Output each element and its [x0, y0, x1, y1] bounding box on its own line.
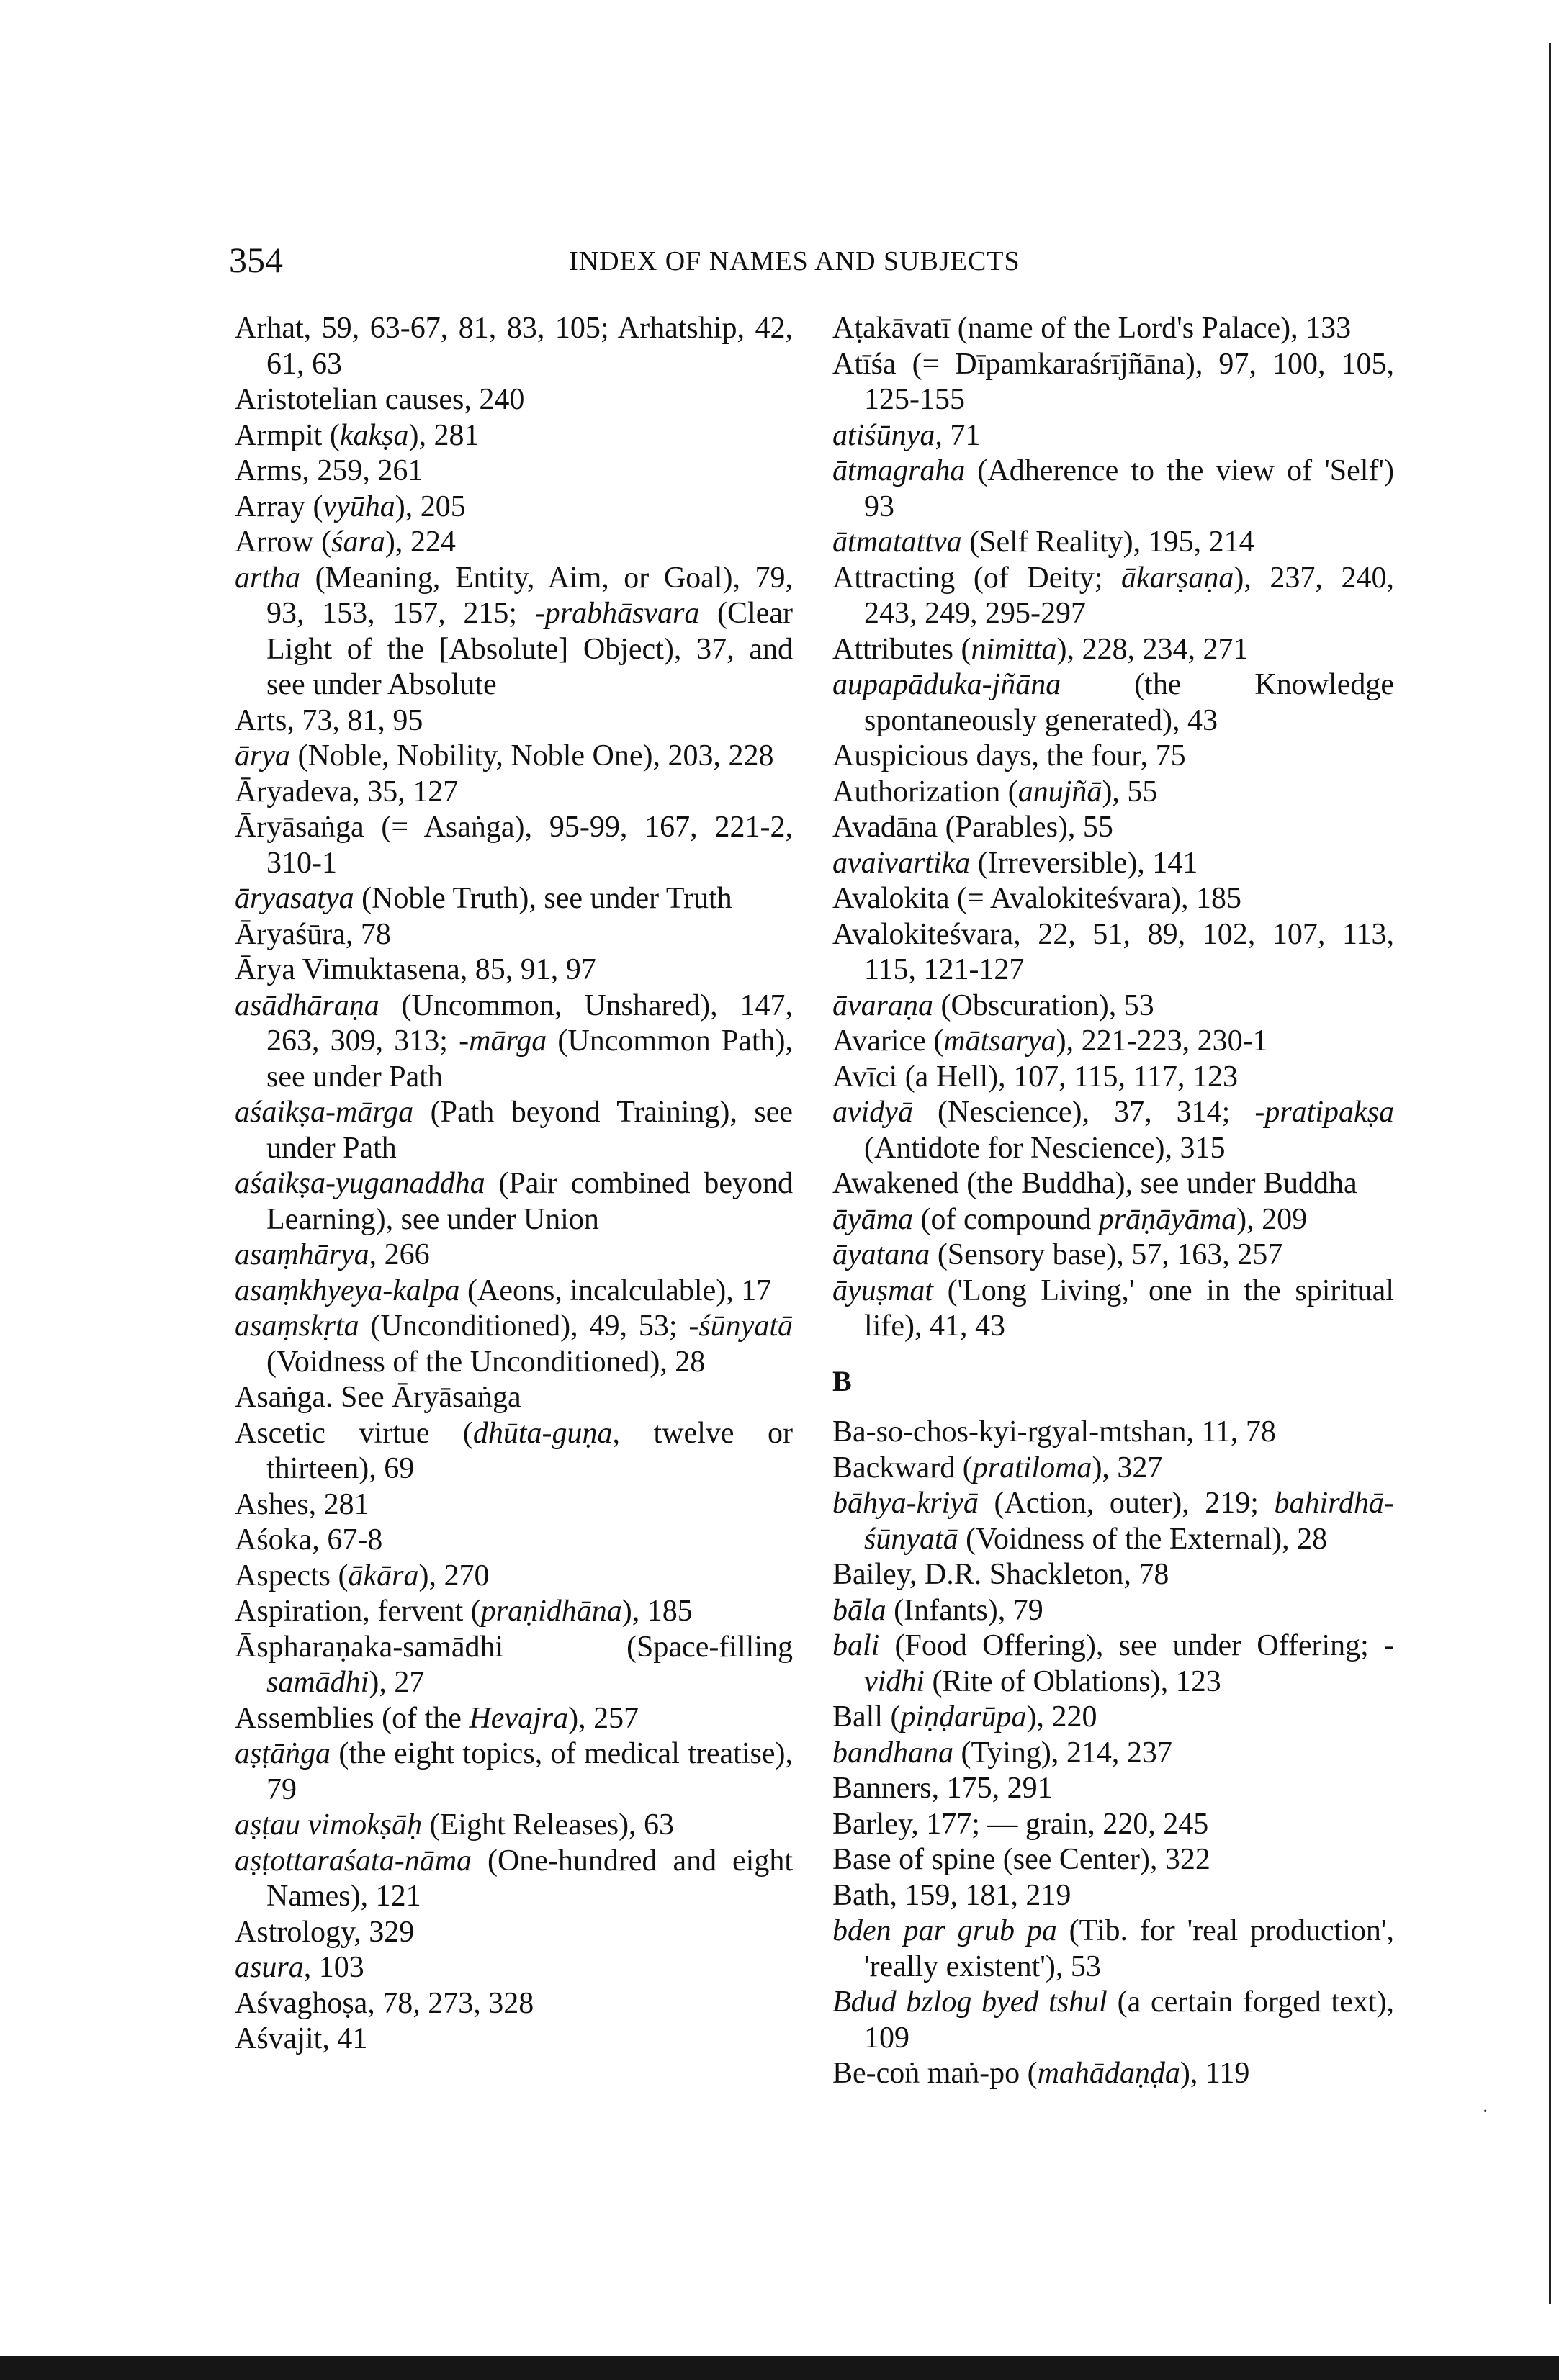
index-entry: Backward (pratiloma), 327 — [832, 1451, 1163, 1484]
index-entry: Assemblies (of the Hevajra), 257 — [235, 1701, 639, 1735]
index-entry: Aśvajit, 41 — [235, 2022, 368, 2055]
index-entry: artha (Meaning, Entity, Aim, or Goal), 79, 93, 153, 157, 215; -prabhāsvara (Clear Light of the [Absolute] Object), 37, and see under Absolute — [235, 561, 793, 701]
index-entry: Armpit (kakṣa), 281 — [235, 418, 480, 452]
index-entry: Banners, 175, 291 — [832, 1772, 1053, 1805]
index-entry: asura, 103 — [235, 1951, 364, 1984]
index-entry: Aśvaghoṣa, 78, 273, 328 — [235, 1986, 534, 2020]
index-entry: Aspects (ākāra), 270 — [235, 1559, 490, 1592]
index-entry: Aṭakāvatī (name of the Lord's Palace), 133 — [832, 312, 1352, 345]
index-entry: Ba-so-chos-kyi-rgyal-mtshan, 11, 78 — [832, 1415, 1276, 1448]
index-entry: asaṃskṛta (Unconditioned), 49, 53; -śūnyatā (Voidness of the Unconditioned), 28 — [235, 1310, 793, 1379]
page-number: 354 — [229, 240, 283, 280]
index-entry: āyāma (of compound prāṇāyāma), 209 — [832, 1202, 1308, 1236]
index-entry: atiśūnya, 71 — [832, 418, 981, 452]
index-entries-b — [832, 1415, 1394, 2092]
index-entry: Avalokita (= Avalokiteśvara), 185 — [832, 882, 1241, 915]
index-entry: Authorization (anujñā), 55 — [832, 775, 1158, 808]
index-entry: Ārya Vimuktasena, 85, 91, 97 — [235, 953, 596, 986]
index-entry: Āryadeva, 35, 127 — [235, 775, 459, 808]
index-entry: āyuṣmat ('Long Living,' one in the spiritual life), 41, 43 — [832, 1274, 1394, 1343]
index-entry: aupapāduka-jñāna (the Knowledge spontaneously generated), 43 — [832, 668, 1394, 737]
index-entry: Avīci (a Hell), 107, 115, 117, 123 — [832, 1060, 1239, 1094]
index-entry: ātmagraha (Adherence to the view of 'Self') 93 — [832, 454, 1394, 523]
index-entry: Awakened (the Buddha), see under Buddha — [832, 1167, 1357, 1200]
index-entry: bāhya-kriyā (Action, outer), 219; bahirdhā-śūnyatā (Voidness of the External), 28 — [832, 1487, 1394, 1556]
index-entry: aṣṭottaraśata-nāma (One-hundred and eight Names), 121 — [235, 1844, 793, 1913]
index-entry: Asaṅga. See Āryāsaṅga — [235, 1381, 521, 1414]
index-entry: Auspicious days, the four, 75 — [832, 739, 1186, 772]
index-entry: Ball (piṇḍarūpa), 220 — [832, 1700, 1097, 1734]
index-entry: Aristotelian causes, 240 — [235, 383, 525, 416]
index-entry: āyatana (Sensory base), 57, 163, 257 — [832, 1238, 1283, 1271]
index-entry: aśaikṣa-yuganaddha (Pair combined beyond Learning), see under Union — [235, 1167, 793, 1236]
index-entry: Atīśa (= Dīpamkaraśrījñāna), 97, 100, 105, 125-155 — [832, 347, 1394, 416]
index-entry: aśaikṣa-mārga (Path beyond Training), see under Path — [235, 1096, 793, 1165]
index-entry: Bailey, D.R. Shackleton, 78 — [832, 1558, 1169, 1591]
index-entry: bden par grub pa (Tib. for 'real production', 'really existent'), 53 — [832, 1914, 1394, 1983]
index-entry: Barley, 177; — grain, 220, 245 — [832, 1807, 1209, 1841]
index-entry: bali (Food Offering), see under Offering; -vidhi (Rite of Oblations), 123 — [832, 1629, 1394, 1698]
index-entry: Astrology, 329 — [235, 1915, 415, 1949]
index-entry: ārya (Noble, Nobility, Noble One), 203, 228 — [235, 739, 774, 772]
index-entry: Attracting (of Deity; ākarṣaṇa), 237, 240, 243, 249, 295-297 — [832, 561, 1394, 630]
index-entry: Arms, 259, 261 — [235, 454, 423, 487]
index-entry: Ascetic virtue (dhūta-guṇa, twelve or thirteen), 69 — [235, 1416, 793, 1485]
index-entry: āryasatya (Noble Truth), see under Truth — [235, 882, 732, 915]
running-title: INDEX OF NAMES AND SUBJECTS — [569, 246, 1020, 276]
index-entry: Bath, 159, 181, 219 — [832, 1878, 1071, 1912]
scan-bottom-band — [0, 2356, 1559, 2380]
index-entry: Bdud bzlog byed tshul (a certain forged text), 109 — [832, 1985, 1395, 2055]
index-entry: Āryaśūra, 78 — [235, 917, 391, 951]
index-entry: asaṃhārya, 266 — [235, 1238, 430, 1271]
page-edge-rule — [1549, 43, 1551, 2304]
section-letter: B — [832, 1364, 852, 1397]
index-column-right — [832, 311, 1394, 2092]
scan-speck: · — [1482, 2101, 1489, 2123]
index-entry: bāla (Infants), 79 — [832, 1593, 1043, 1627]
index-entry: Avarice (mātsarya), 221-223, 230-1 — [832, 1024, 1268, 1058]
index-column-left — [235, 311, 793, 2057]
index-entry: Aspiration, fervent (praṇidhāna), 185 — [235, 1595, 693, 1628]
index-entry: Ashes, 281 — [235, 1487, 369, 1521]
index-entry: āvaraṇa (Obscuration), 53 — [832, 988, 1154, 1022]
index-entry: Avalokiteśvara, 22, 51, 89, 102, 107, 113, 115, 121-127 — [832, 917, 1394, 986]
index-entry: avaivartika (Irreversible), 141 — [832, 846, 1198, 880]
index-entry: asaṃkhyeya-kalpa (Aeons, incalculable), 17 — [235, 1274, 772, 1307]
index-entry: Āryāsaṅga (= Asaṅga), 95-99, 167, 221-2, 310-1 — [235, 811, 793, 880]
index-entry: Avadāna (Parables), 55 — [832, 811, 1113, 844]
index-entry: Arrow (śara), 224 — [235, 526, 456, 559]
index-entries-a-continued — [832, 311, 1394, 1345]
index-entry: ātmatattva (Self Reality), 195, 214 — [832, 526, 1254, 559]
index-entry: avidyā (Nescience), 37, 314; -pratipakṣa (Antidote for Nescience), 315 — [832, 1096, 1394, 1165]
index-entry: Be-coṅ maṅ-po (mahādaṇḍa), 119 — [832, 2057, 1250, 2090]
index-entry: Attributes (nimitta), 228, 234, 271 — [832, 632, 1249, 666]
index-entry: bandhana (Tying), 214, 237 — [832, 1736, 1172, 1770]
index-entry: asādhāraṇa (Uncommon, Unshared), 147, 263, 309, 313; -mārga (Uncommon Path), see under Path — [235, 988, 794, 1094]
index-entry: Āspharaṇaka-samādhi (Space-filling samādhi), 27 — [235, 1630, 793, 1699]
index-entry: Aśoka, 67-8 — [235, 1523, 383, 1556]
index-entry: Array (vyūha), 205 — [235, 490, 466, 523]
index-entry: Arhat, 59, 63-67, 81, 83, 105; Arhatship, 42, 61, 63 — [235, 312, 793, 381]
index-entry: aṣṭau vimokṣāḥ (Eight Releases), 63 — [235, 1808, 675, 1842]
index-entry: aṣṭāṅga (the eight topics, of medical treatise), 79 — [235, 1737, 793, 1806]
index-entry: Base of spine (see Center), 322 — [832, 1843, 1210, 1876]
index-entry: Arts, 73, 81, 95 — [235, 703, 423, 737]
